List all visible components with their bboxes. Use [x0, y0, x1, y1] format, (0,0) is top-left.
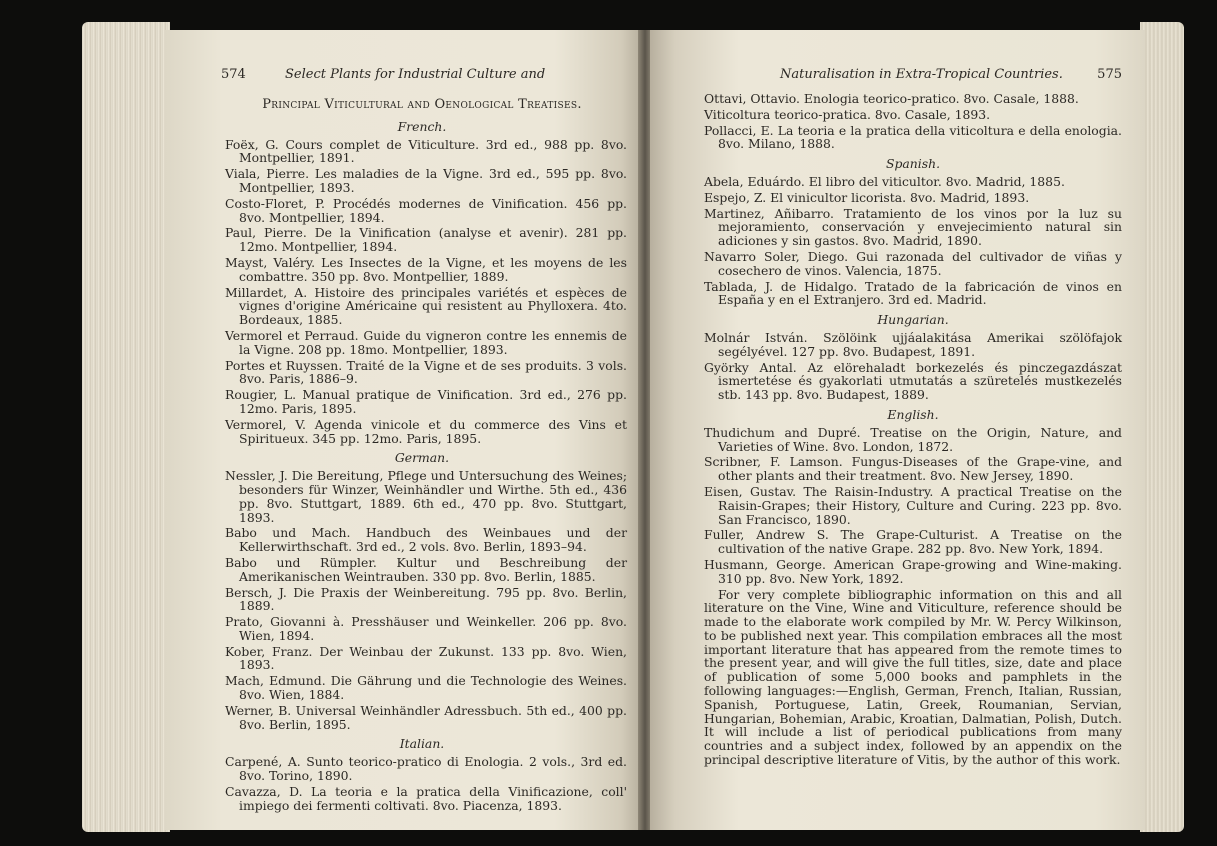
bibliography-entry: Foëx, G. Cours complet de Viticulture. 3rd ed., 988 pp. 8vo. Montpellier, 1891. — [225, 136, 627, 166]
right-sections — [704, 157, 1122, 585]
language-heading-italian: Italian. — [399, 736, 445, 752]
bibliography-entry: Cavazza, D. La teoria e la pratica della Vinificazione, coll' impiego dei fermenti coltivati. 8vo. Piacenza, 1893. — [225, 783, 627, 813]
treatises-title: Principal Viticultural and Oenological Treatises. — [262, 97, 582, 112]
bibliography-entry: Fuller, Andrew S. The Grape-Culturist. A Treatise on the cultivation of the native Grape. 282 pp. 8vo. New York, 1894. — [704, 527, 1122, 557]
language-heading-spanish: Spanish. — [885, 156, 941, 172]
bibliography-entry: Husmann, George. American Grape-growing and Wine-making. 310 pp. 8vo. New York, 1892. — [704, 556, 1122, 586]
bibliography-entry: Kober, Franz. Der Weinbau der Zukunst. 133 pp. 8vo. Wien, 1893. — [225, 643, 627, 673]
bibliography-entry: Babo und Rümpler. Kultur und Beschreibung der Amerikanischen Weintrauben. 330 pp. 8vo. Berlin, 1885. — [225, 554, 627, 584]
bibliography-entry: Martinez, Añibarro. Tratamiento de los vinos por la luz su mejoramiento, conservación y envejecimiento natural sin adiciones y sin gastos. 8vo. Madrid, 1890. — [704, 205, 1122, 249]
language-heading-hungarian: Hungarian. — [877, 312, 949, 328]
bibliography-entry: Ottavi, Ottavio. Enologia teorico-pratico. 8vo. Casale, 1888. — [704, 91, 1079, 106]
page-edges-left — [82, 22, 170, 832]
language-heading-english: English. — [887, 406, 939, 422]
bibliography-entry: Scribner, F. Lamson. Fungus-Diseases of the Grape-vine, and other plants and their treatment. 8vo. New Jersey, 1890. — [704, 454, 1122, 484]
bibliography-entry: Navarro Soler, Diego. Gui razonada del cultivador de viñas y cosechero de vinos. Valencia, 1875. — [704, 248, 1122, 278]
left-page-text — [217, 68, 627, 814]
bibliography-entry: Portes et Ruyssen. Traité de la Vigne et de ses produits. 3 vols. 8vo. Paris, 1886–9. — [225, 357, 627, 387]
bibliography-entry: Viala, Pierre. Les maladies de la Vigne. 3rd ed., 595 pp. 8vo. Montpellier, 1893. — [225, 166, 627, 195]
bibliography-entry: Abela, Eduárdo. El libro del viticultor. 8vo. Madrid, 1885. — [704, 173, 1065, 189]
bibliography-entry: Vermorel, V. Agenda vinicole et du commerce des Vins et Spiritueux. 345 pp. 12mo. Paris, 1895. — [225, 416, 627, 446]
bibliography-entry: Millardet, A. Histoire des principales variétés et espèces de vignes d'origine Américaine qui resistent au Phylloxera. 4to. Bordeaux, 1885. — [225, 284, 627, 328]
bibliography-entry: Bersch, J. Die Praxis der Weinbereitung. 795 pp. 8vo. Berlin, 1889. — [225, 584, 627, 614]
right-running-title: Naturalisation in Extra-Tropical Countries. — [780, 67, 1063, 82]
right-page-text — [704, 68, 1122, 767]
bibliography-entry: Mayst, Valéry. Les Insectes de la Vigne, et les moyens de les combattre. 350 pp. 8vo. Montpellier, 1889. — [225, 254, 627, 284]
bibliography-entry: Prato, Giovanni à. Presshäuser und Weinkeller. 206 pp. 8vo. Wien, 1894. — [225, 614, 627, 643]
bibliography-entry: Pollacci, E. La teoria e la pratica della viticoltura e della enologia. 8vo. Milano, 1888. — [704, 122, 1122, 152]
page-edges-right — [1140, 22, 1184, 832]
left-page-number: 574 — [221, 67, 246, 82]
bibliography-entry: Molnár István. Szölöink ujjáalakitása Amerikai szölöfajok segélyével. 127 pp. 8vo. Budapest, 1891. — [704, 329, 1122, 359]
bibliography-entry: Mach, Edmund. Die Gährung und die Technologie des Weines. 8vo. Wien, 1884. — [225, 673, 627, 703]
bibliography-entry: Nessler, J. Die Bereitung, Pflege und Untersuchung des Weines; besonders für Winzer, Weinhändler und Wirthe. 5th ed., 436 pp. 8vo. Stuttgart, 1889. 6th ed., 470 pp. 8vo. Stuttgart, 1893. — [225, 468, 627, 525]
bibliography-entry: Babo und Mach. Handbuch des Weinbaues und der Kellerwirthschaft. 3rd ed., 2 vols. 8vo. Berlin, 1893–94. — [225, 525, 627, 555]
bibliography-entry: Werner, B. Universal Weinhändler Adressbuch. 5th ed., 400 pp. 8vo. Berlin, 1895. — [225, 702, 627, 732]
bibliography-entry: Paul, Pierre. De la Vinification (analyse et avenir). 281 pp. 12mo. Montpellier, 1894. — [225, 225, 627, 255]
left-sections — [217, 120, 627, 813]
italian-continued — [704, 92, 1122, 151]
bibliography-entry: Vermorel et Perraud. Guide du vigneron contre les ennemis de la Vigne. 208 pp. 18mo. Montpellier, 1893. — [225, 327, 627, 357]
bibliography-entry: Györky Antal. Az elörehaladt borkezelés és pinczegazdászat ismertetése és gyakorlati utmutatás a szüretelés mustkezelés stb. 143 pp. 8vo. Budapest, 1889. — [704, 359, 1122, 403]
bibliography-note: For very complete bibliographic information on this and all literature on the Vine, Wine and Viticulture, reference should be made to the elaborate work compiled by Mr. W. Percy Wilkinson, to be published next year. This compilation embraces all the most important literature that has appeared from the remote times to the present year, and will give the full titles, size, date and place of publication of some 5,000 books and pamphlets in the following languages:—English, German, French, Italian, Russian, Spanish, Portuguese, Latin, Greek, Roumanian, Servian, Hungarian, Bohemian, Arabic, Kroatian, Dalmatian, Polish, Dutch. It will include a list of periodical publications from many countries and a subject index, followed by an appendix on the principal descriptive literature of Vitis, by the author of this work. — [704, 586, 1122, 768]
left-running-title: Select Plants for Industrial Culture and — [285, 67, 546, 82]
right-page-number: 575 — [1097, 67, 1122, 82]
bibliography-entry: Thudichum and Dupré. Treatise on the Origin, Nature, and Varieties of Wine. 8vo. London, 1872. — [704, 424, 1122, 454]
language-heading-german: German. — [394, 450, 450, 466]
right-running-head — [704, 68, 1122, 92]
bibliography-entry: Viticoltura teorico-pratica. 8vo. Casale, 1893. — [704, 106, 991, 122]
left-page — [165, 30, 640, 830]
language-heading-french: French. — [397, 118, 447, 134]
bibliography-entry: Espejo, Z. El vinicultor licorista. 8vo. Madrid, 1893. — [704, 189, 1030, 205]
bibliography-entry: Rougier, L. Manual pratique de Vinification. 3rd ed., 276 pp. 12mo. Paris, 1895. — [225, 387, 627, 416]
bibliography-entry: Costo-Floret, P. Procédés modernes de Vinification. 456 pp. 8vo. Montpellier, 1894. — [225, 195, 627, 225]
left-running-head — [217, 68, 627, 92]
bibliography-entry: Eisen, Gustav. The Raisin-Industry. A practical Treatise on the Raisin-Grapes; their History, Culture and Curing. 223 pp. 8vo. San Francisco, 1890. — [704, 483, 1122, 527]
right-page — [650, 30, 1145, 830]
bibliography-entry: Carpené, A. Sunto teorico-pratico di Enologia. 2 vols., 3rd ed. 8vo. Torino, 1890. — [225, 754, 627, 784]
bibliography-entry: Tablada, J. de Hidalgo. Tratado de la fabricación de vinos en España y en el Extranjero. 3rd ed. Madrid. — [704, 278, 1122, 308]
